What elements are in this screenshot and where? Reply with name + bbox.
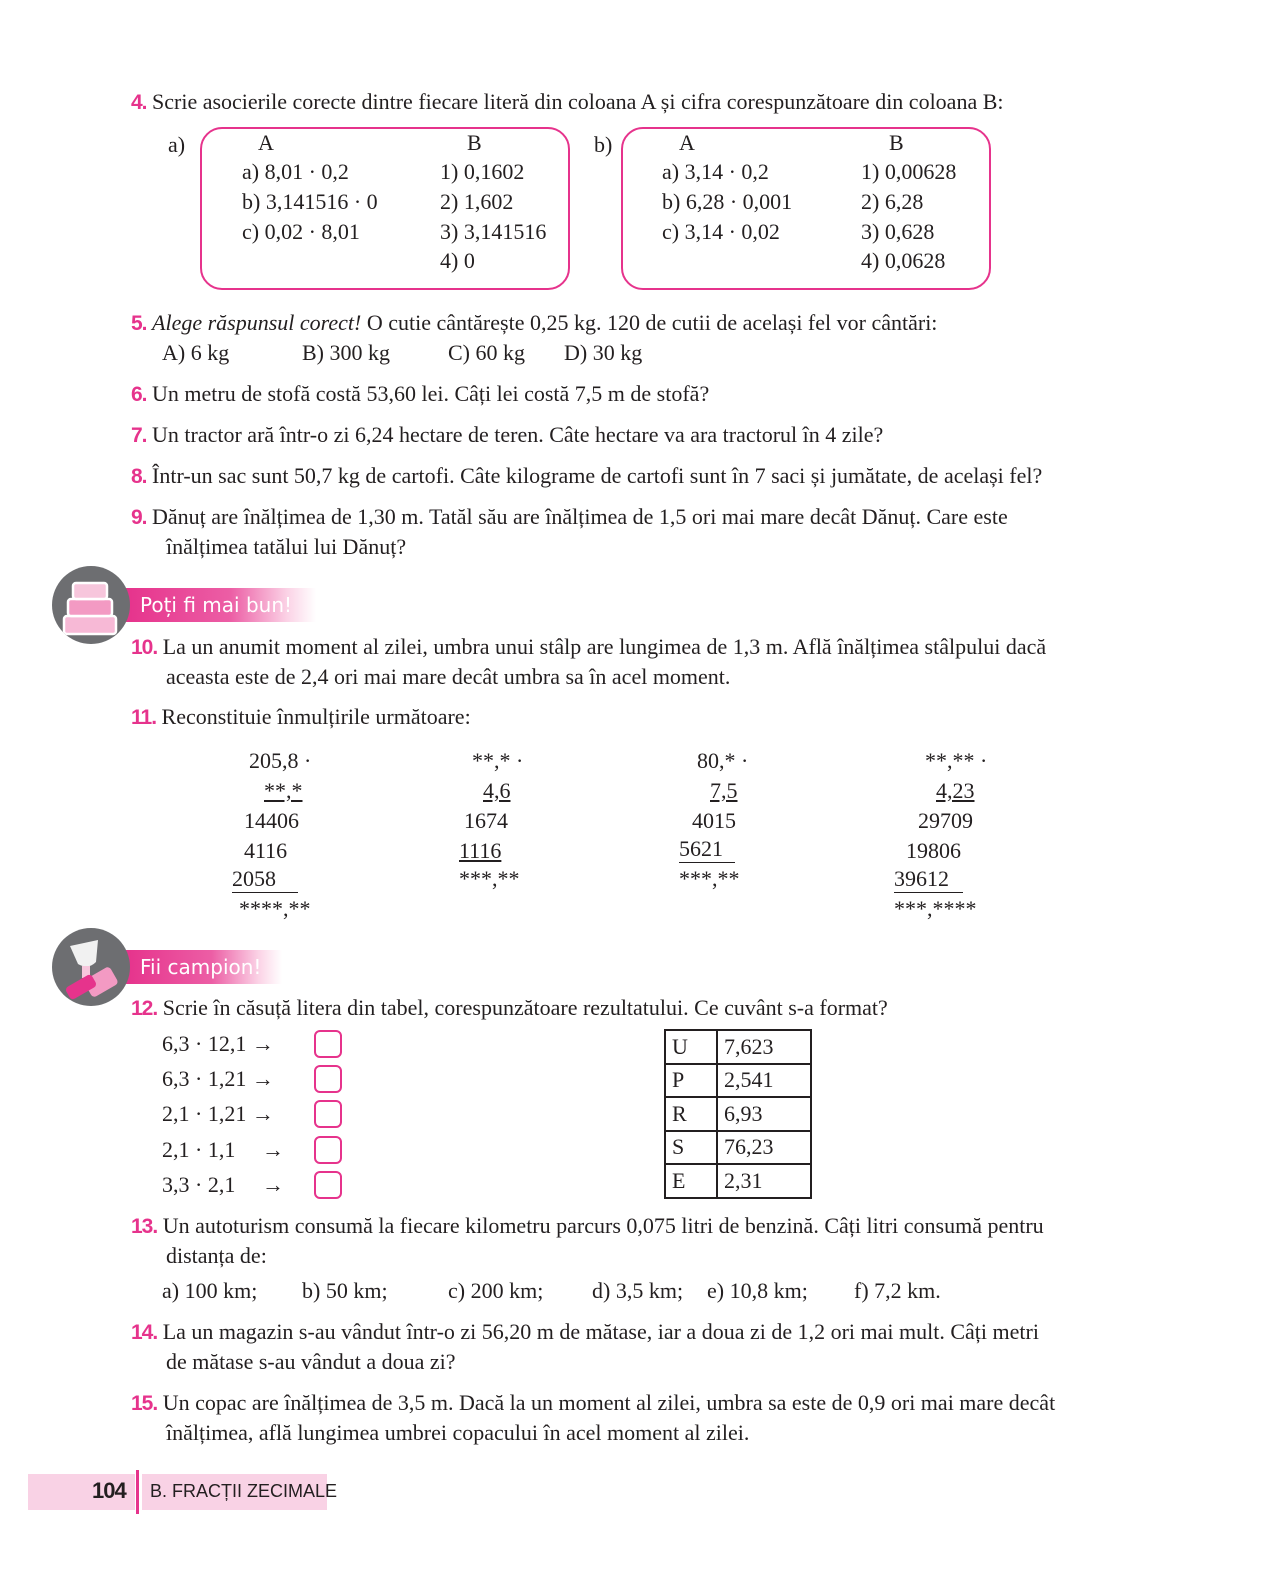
table-value: 7,623 xyxy=(717,1030,811,1064)
stairs-badge-icon xyxy=(52,566,130,644)
exercise-number: 13. xyxy=(131,1215,158,1238)
exercise-14 xyxy=(131,1317,1039,1348)
exercise-number: 11. xyxy=(131,706,157,729)
box-b-item: b) 6,28 · 0,001 xyxy=(662,189,793,214)
column-b-header: B xyxy=(467,130,482,155)
exercise-text: Scrie asocierile corecte dintre fiecare literă din coloana A și cifra corespunzătoare din coloana B: xyxy=(152,89,1004,114)
exercise-13-cont: distanța de: xyxy=(166,1243,267,1268)
exercise-14-cont: de mătase s-au vândut a doua zi? xyxy=(166,1349,456,1374)
answer-option: B) 300 kg xyxy=(302,340,390,365)
exercise-10-cont: aceasta este de 2,4 ori mai mare decât umbra sa în acel moment. xyxy=(166,664,731,689)
answer-option: A) 6 kg xyxy=(162,340,230,365)
product-expression: 6,3 · 1,21 → xyxy=(162,1066,274,1091)
exercise-text: Un copac are înălțimea de 3,5 m. Dacă la un moment al zilei, umbra sa este de 0,9 ori mai mare decât xyxy=(162,1390,1056,1415)
box-a-option: 2) 1,602 xyxy=(440,189,514,214)
box-a-item: a) 8,01 · 0,2 xyxy=(242,159,349,184)
partial-product: 1116 xyxy=(459,838,502,863)
product: ****,** xyxy=(239,896,311,921)
answer-checkbox[interactable] xyxy=(314,1171,342,1199)
exercise-number: 6. xyxy=(131,383,147,406)
product: ***,**** xyxy=(894,896,977,921)
table-value: 76,23 xyxy=(717,1131,811,1165)
distance-option: d) 3,5 km; xyxy=(592,1278,684,1303)
exercise-text: Dănuț are înălțimea de 1,30 m. Tatăl său are înălțimea de 1,5 ori mai mare decât Dănuț. Care este xyxy=(152,504,1008,529)
product-expression: 2,1 · 1,21 → xyxy=(162,1101,274,1126)
product: ***,** xyxy=(459,866,520,891)
letter-table xyxy=(664,1029,812,1199)
box-b-option: 1) 0,00628 xyxy=(861,159,957,184)
part-a-label: a) xyxy=(168,132,186,157)
distance-option: c) 200 km; xyxy=(448,1278,544,1303)
exercise-number: 8. xyxy=(131,465,147,488)
chapter-title: B. FRACȚII ZECIMALE xyxy=(150,1481,338,1501)
table-row xyxy=(665,1030,811,1064)
partial-product: 5621 xyxy=(679,836,735,863)
box-b-option: 3) 0,628 xyxy=(861,219,935,244)
partial-product: 14406 xyxy=(244,808,299,833)
multiplier: **,* xyxy=(264,778,303,803)
exercise-text: Reconstituie înmulțirile următoare: xyxy=(161,704,471,729)
exercise-text: Un autoturism consumă la fiecare kilometru parcurs 0,075 litri de benzină. Câți litri consumă pentru xyxy=(162,1213,1044,1238)
distance-option: f) 7,2 km. xyxy=(854,1278,941,1303)
table-value: 2,31 xyxy=(717,1164,811,1198)
partial-product: 4015 xyxy=(692,808,736,833)
partial-product: 4116 xyxy=(244,838,288,863)
exercise-7 xyxy=(131,420,883,451)
exercise-9-cont: înălțimea tatălui lui Dănuț? xyxy=(166,534,407,559)
exercise-15-cont: înălțimea, află lungimea umbrei copacului în acel moment al zilei. xyxy=(166,1420,750,1445)
exercise-5 xyxy=(131,308,937,339)
table-letter: P xyxy=(665,1064,717,1098)
exercise-10 xyxy=(131,632,1046,663)
box-a-option: 4) 0 xyxy=(440,248,475,273)
exercise-text: Într-un sac sunt 50,7 kg de cartofi. Câte kilograme de cartofi sunt în 7 saci și jumătate, de același fel? xyxy=(152,463,1043,488)
partial-product: 19806 xyxy=(906,838,961,863)
table-row xyxy=(665,1097,811,1131)
box-b-item: a) 3,14 · 0,2 xyxy=(662,159,769,184)
product-expression: 2,1 · 1,1 xyxy=(162,1137,236,1162)
partial-product: 29709 xyxy=(918,808,973,833)
table-letter: U xyxy=(665,1030,717,1064)
section-banner-champion xyxy=(126,950,282,984)
answer-checkbox[interactable] xyxy=(314,1136,342,1164)
exercise-number: 15. xyxy=(131,1392,158,1415)
distance-option: e) 10,8 km; xyxy=(707,1278,808,1303)
product-expression: 3,3 · 2,1 xyxy=(162,1172,236,1197)
multiplicand: **,** · xyxy=(925,748,988,773)
box-b-item: c) 3,14 · 0,02 xyxy=(662,219,780,244)
box-a-item: c) 0,02 · 8,01 xyxy=(242,219,360,244)
page-number: 104 xyxy=(92,1478,126,1503)
multiplicand: **,* · xyxy=(472,748,524,773)
exercise-9 xyxy=(131,502,1008,533)
footer-divider xyxy=(136,1470,139,1514)
answer-option: C) 60 kg xyxy=(448,340,525,365)
section-banner-better xyxy=(126,588,316,622)
box-b-option: 4) 0,0628 xyxy=(861,248,946,273)
table-value: 2,541 xyxy=(717,1064,811,1098)
exercise-number: 5. xyxy=(131,312,147,335)
exercise-text: Un metru de stofă costă 53,60 lei. Câți lei costă 7,5 m de stofă? xyxy=(152,381,710,406)
column-a-header: A xyxy=(258,130,274,155)
exercise-4 xyxy=(131,87,1004,118)
table-value: 6,93 xyxy=(717,1097,811,1131)
table-letter: R xyxy=(665,1097,717,1131)
exercise-15 xyxy=(131,1388,1055,1419)
box-a-option: 3) 3,141516 xyxy=(440,219,547,244)
box-a-option: 1) 0,1602 xyxy=(440,159,525,184)
table-row xyxy=(665,1164,811,1198)
table-letter: E xyxy=(665,1164,717,1198)
distance-option: a) 100 km; xyxy=(162,1278,258,1303)
distance-option: b) 50 km; xyxy=(302,1278,388,1303)
trophy-badge-icon xyxy=(52,928,130,1006)
multiplier: 4,23 xyxy=(936,778,975,803)
exercise-8 xyxy=(131,461,1042,492)
answer-checkbox[interactable] xyxy=(314,1100,342,1128)
instruction-italic: Alege răspunsul corect! xyxy=(152,310,362,335)
product-expression: 6,3 · 12,1 → xyxy=(162,1031,274,1056)
box-b-option: 2) 6,28 xyxy=(861,189,924,214)
exercise-text: Scrie în căsuță litera din tabel, corespunzătoare rezultatului. Ce cuvânt s-a format? xyxy=(162,995,888,1020)
part-b-label: b) xyxy=(594,132,613,157)
box-a-item: b) 3,141516 · 0 xyxy=(242,189,378,214)
exercise-text: O cutie cântărește 0,25 kg. 120 de cutii de același fel vor cântări: xyxy=(361,310,938,335)
product: ***,** xyxy=(679,866,740,891)
multiplier: 4,6 xyxy=(483,778,511,803)
exercise-text: Un tractor ară într-o zi 6,24 hectare de teren. Câte hectare va ara tractorul în 4 zile? xyxy=(152,422,884,447)
banner-title: Poți fi mai bun! xyxy=(140,593,293,617)
exercise-number: 9. xyxy=(131,506,147,529)
multiplicand: 205,8 · xyxy=(249,748,312,773)
column-a-header: A xyxy=(679,130,695,155)
exercise-12 xyxy=(131,993,888,1024)
column-b-header: B xyxy=(889,130,904,155)
partial-product: 1674 xyxy=(464,808,508,833)
exercise-number: 12. xyxy=(131,997,158,1020)
partial-product: 39612 xyxy=(894,866,963,893)
exercise-number: 7. xyxy=(131,424,147,447)
exercise-number: 10. xyxy=(131,636,158,659)
multiplicand: 80,* · xyxy=(697,748,749,773)
answer-checkbox[interactable] xyxy=(314,1065,342,1093)
banner-title: Fii campion! xyxy=(140,955,262,979)
multiplier: 7,5 xyxy=(710,778,738,803)
exercise-text: La un anumit moment al zilei, umbra unui stâlp are lungimea de 1,3 m. Află înălțimea stâlpului dacă xyxy=(162,634,1047,659)
exercise-6 xyxy=(131,379,709,410)
partial-product: 2058 xyxy=(232,866,298,893)
arrow-icon: → xyxy=(262,1137,284,1162)
exercise-11 xyxy=(131,702,471,733)
answer-option: D) 30 kg xyxy=(564,340,643,365)
exercise-text: La un magazin s-au vândut într-o zi 56,20 m de mătase, iar a doua zi de 1,2 ori mai mult. Câți metri xyxy=(162,1319,1039,1344)
exercise-number: 4. xyxy=(131,91,147,114)
exercise-13 xyxy=(131,1211,1044,1242)
exercise-number: 14. xyxy=(131,1321,158,1344)
arrow-icon: → xyxy=(262,1172,284,1197)
table-row xyxy=(665,1131,811,1165)
table-row xyxy=(665,1064,811,1098)
answer-checkbox[interactable] xyxy=(314,1030,342,1058)
table-letter: S xyxy=(665,1131,717,1165)
